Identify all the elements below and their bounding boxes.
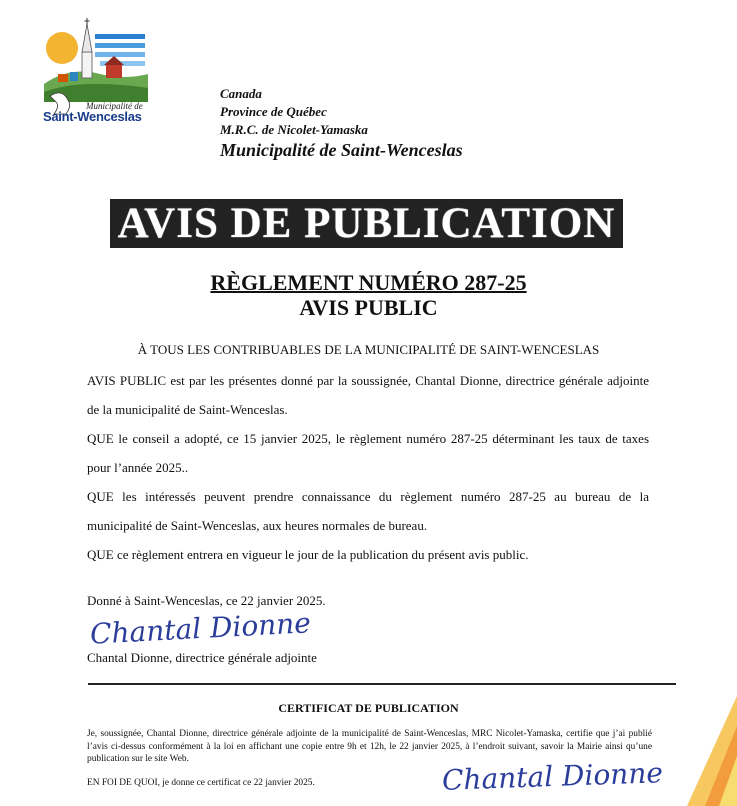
signature-printed: Chantal Dionne, directrice générale adjointe <box>87 650 317 665</box>
paragraph-4: QUE ce règlement entrera en vigueur le jour de la publication du présent avis public. <box>87 547 529 562</box>
paragraph-2: QUE le conseil a adopté, ce 15 janvier 2025, le règlement numéro 287-25 déterminant les taux de taxes pour l’année 2025.. <box>87 431 649 475</box>
regulation-subtitle: AVIS PUBLIC <box>299 295 438 320</box>
certificate-signature: Chantal Dionne <box>441 756 664 797</box>
paragraph-3: QUE les intéressés peuvent prendre connaissance du règlement numéro 287-25 au bureau de la municipalité de Saint-Wenceslas, aux heures normales de bureau. <box>87 489 649 533</box>
header-mrc: M.R.C. de Nicolet-Yamaska <box>220 122 368 137</box>
logo-subtitle: Municipalité de <box>86 101 143 111</box>
header-municipality: Municipalité de Saint-Wenceslas <box>220 140 463 160</box>
notice-banner: AVIS DE PUBLICATION <box>110 199 623 248</box>
regulation-number-text: RÈGLEMENT NUMÉRO 287-25 <box>210 270 527 295</box>
divider <box>88 683 676 685</box>
certificate-title: CERTIFICAT DE PUBLICATION <box>278 701 459 715</box>
certificate-body: Je, soussignée, Chantal Dionne, directrice générale adjointe de la municipalité de Saint-Wenceslas, MRC Nicolet-Yamaska, certifie que j’ai publié l’avis ci-dessus conformément à la loi en affichant une copie entre 9h et 12h, le 22 janvier 2025, à l’endroit suivant, savoir la Mairie ainsi qu’une publication sur le site Web. <box>87 729 652 764</box>
logo-title: Saint-Wenceslas <box>43 109 142 124</box>
regulation-number <box>0 270 737 296</box>
dated-line: Donné à Saint-Wenceslas, ce 22 janvier 2025. <box>87 593 326 608</box>
paragraph-1: AVIS PUBLIC est par les présentes donné par la soussignée, Chantal Dionne, directrice générale adjointe de la municipalité de Saint-Wenceslas. <box>87 373 649 417</box>
handwritten-signature: Chantal Dionne <box>89 606 312 651</box>
header-province: Province de Québec <box>220 104 327 119</box>
certificate-foi: EN FOI DE QUOI, je donne ce certificat ce 22 janvier 2025. <box>87 778 315 788</box>
header-country: Canada <box>220 86 262 101</box>
corner-decoration <box>677 696 737 806</box>
address-line: À TOUS LES CONTRIBUABLES DE LA MUNICIPALITÉ DE SAINT-WENCESLAS <box>137 342 600 357</box>
